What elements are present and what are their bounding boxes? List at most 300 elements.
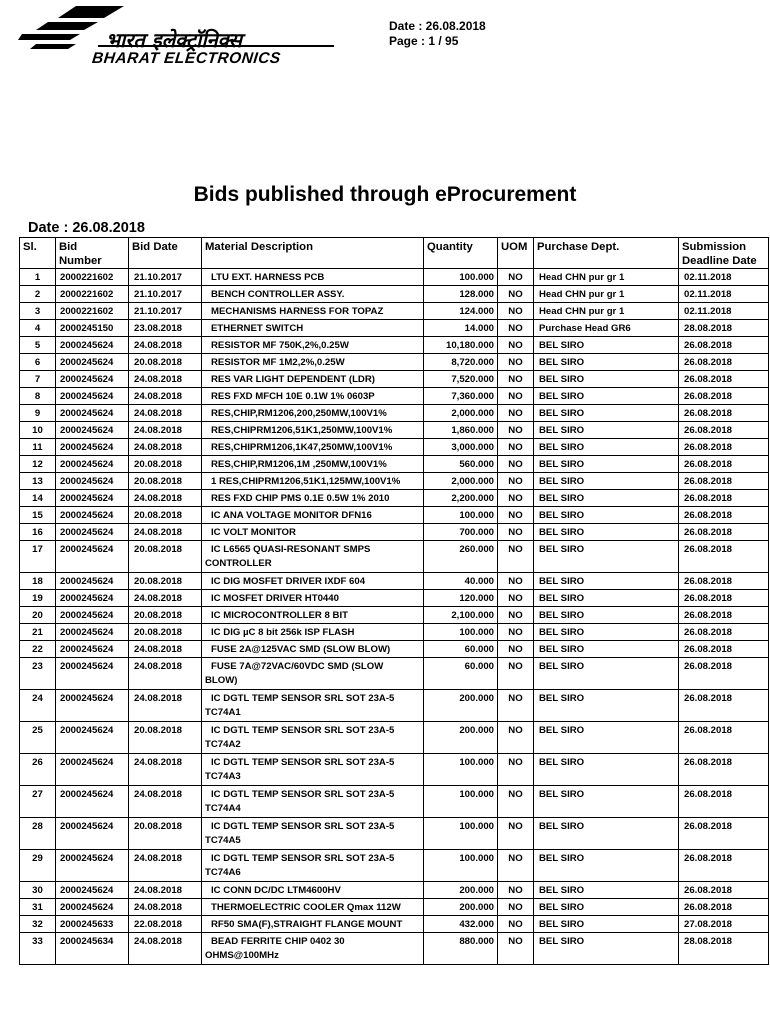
cell-sl: 32 xyxy=(20,916,56,933)
cell-deadline: 02.11.2018 xyxy=(679,303,769,320)
cell-uom: NO xyxy=(498,371,534,388)
material-line1: ETHERNET SWITCH xyxy=(211,323,304,334)
cell-deadline: 26.08.2018 xyxy=(679,507,769,524)
cell-deadline: 26.08.2018 xyxy=(679,754,769,786)
cell-bid-number: 2000245624 xyxy=(56,524,129,541)
cell-deadline: 26.08.2018 xyxy=(679,524,769,541)
cell-sl: 3 xyxy=(20,303,56,320)
cell-bid-number: 2000245624 xyxy=(56,456,129,473)
table-row xyxy=(20,303,769,320)
cell-sl: 10 xyxy=(20,422,56,439)
logo-hindi-text: भारत इलेक्ट्रॉनिक्स xyxy=(106,28,242,52)
cell-quantity: 7,520.000 xyxy=(424,371,498,388)
cell-uom: NO xyxy=(498,641,534,658)
cell-uom: NO xyxy=(498,607,534,624)
cell-uom: NO xyxy=(498,882,534,899)
cell-bid-date: 23.08.2018 xyxy=(129,320,202,337)
cell-deadline: 26.08.2018 xyxy=(679,405,769,422)
cell-uom: NO xyxy=(498,286,534,303)
col-bid-number-line1: Bid xyxy=(59,241,78,253)
table-row xyxy=(20,818,769,850)
cell-bid-number: 2000245624 xyxy=(56,490,129,507)
cell-uom: NO xyxy=(498,439,534,456)
cell-uom: NO xyxy=(498,405,534,422)
cell-bid-date: 24.08.2018 xyxy=(129,422,202,439)
cell-deadline: 26.08.2018 xyxy=(679,882,769,899)
cell-quantity: 100.000 xyxy=(424,507,498,524)
cell-material xyxy=(202,337,424,354)
cell-uom: NO xyxy=(498,899,534,916)
cell-dept: BEL SIRO xyxy=(534,388,679,405)
bids-table xyxy=(19,237,769,965)
cell-bid-date: 24.08.2018 xyxy=(129,524,202,541)
cell-deadline: 26.08.2018 xyxy=(679,690,769,722)
cell-material xyxy=(202,456,424,473)
cell-dept: BEL SIRO xyxy=(534,818,679,850)
cell-deadline: 28.08.2018 xyxy=(679,320,769,337)
cell-dept: BEL SIRO xyxy=(534,371,679,388)
cell-quantity: 2,200.000 xyxy=(424,490,498,507)
cell-quantity: 124.000 xyxy=(424,303,498,320)
table-row xyxy=(20,354,769,371)
table-row xyxy=(20,456,769,473)
cell-uom: NO xyxy=(498,722,534,754)
cell-quantity: 1,860.000 xyxy=(424,422,498,439)
cell-bid-number: 2000245624 xyxy=(56,422,129,439)
cell-deadline: 26.08.2018 xyxy=(679,818,769,850)
cell-quantity: 2,100.000 xyxy=(424,607,498,624)
cell-sl: 6 xyxy=(20,354,56,371)
cell-deadline: 26.08.2018 xyxy=(679,624,769,641)
cell-sl: 27 xyxy=(20,786,56,818)
cell-bid-date: 24.08.2018 xyxy=(129,899,202,916)
cell-dept: BEL SIRO xyxy=(534,690,679,722)
cell-bid-date: 20.08.2018 xyxy=(129,473,202,490)
cell-dept: BEL SIRO xyxy=(534,590,679,607)
table-row xyxy=(20,899,769,916)
cell-deadline: 26.08.2018 xyxy=(679,337,769,354)
cell-quantity: 880.000 xyxy=(424,933,498,965)
table-row xyxy=(20,524,769,541)
cell-dept: BEL SIRO xyxy=(534,573,679,590)
material-line1: 1 RES,CHIPRM1206,51K1,125MW,100V1% xyxy=(211,476,401,487)
cell-quantity: 10,180.000 xyxy=(424,337,498,354)
cell-material xyxy=(202,850,424,882)
material-line2: TC74A1 xyxy=(205,707,241,718)
material-line1: IC DIG µC 8 bit 256k ISP FLASH xyxy=(211,627,355,638)
table-row xyxy=(20,607,769,624)
cell-bid-date: 24.08.2018 xyxy=(129,690,202,722)
report-date: Date : 26.08.2018 xyxy=(28,220,145,236)
cell-dept: BEL SIRO xyxy=(534,933,679,965)
table-row xyxy=(20,439,769,456)
cell-dept: BEL SIRO xyxy=(534,337,679,354)
cell-bid-number: 2000245624 xyxy=(56,405,129,422)
cell-sl: 25 xyxy=(20,722,56,754)
cell-uom: NO xyxy=(498,573,534,590)
table-row xyxy=(20,286,769,303)
material-line1: RESISTOR MF 1M2,2%,0.25W xyxy=(211,357,345,368)
cell-sl: 16 xyxy=(20,524,56,541)
cell-bid-number: 2000245624 xyxy=(56,624,129,641)
material-line1: RES FXD CHIP PMS 0.1E 0.5W 1% 2010 xyxy=(211,493,390,504)
cell-uom: NO xyxy=(498,422,534,439)
cell-uom: NO xyxy=(498,658,534,690)
cell-sl: 9 xyxy=(20,405,56,422)
material-line1: RES,CHIPRM1206,51K1,250MW,100V1% xyxy=(211,425,393,436)
table-row xyxy=(20,641,769,658)
table-row xyxy=(20,573,769,590)
table-row xyxy=(20,388,769,405)
cell-quantity: 260.000 xyxy=(424,541,498,573)
table-row xyxy=(20,658,769,690)
cell-material xyxy=(202,354,424,371)
material-line1: RES,CHIPRM1206,1K47,250MW,100V1% xyxy=(211,442,393,453)
cell-bid-date: 21.10.2017 xyxy=(129,303,202,320)
cell-material xyxy=(202,371,424,388)
cell-sl: 33 xyxy=(20,933,56,965)
cell-dept: BEL SIRO xyxy=(534,405,679,422)
page-meta xyxy=(389,19,486,49)
cell-bid-date: 20.08.2018 xyxy=(129,541,202,573)
cell-quantity: 3,000.000 xyxy=(424,439,498,456)
material-line2: TC74A5 xyxy=(205,835,241,846)
cell-uom: NO xyxy=(498,388,534,405)
cell-sl: 24 xyxy=(20,690,56,722)
cell-deadline: 26.08.2018 xyxy=(679,456,769,473)
col-deadline-line2: Deadline Date xyxy=(682,255,757,267)
cell-sl: 28 xyxy=(20,818,56,850)
cell-deadline: 26.08.2018 xyxy=(679,641,769,658)
cell-material xyxy=(202,722,424,754)
logo-english-text: BHARAT ELECTRONICS xyxy=(91,50,282,67)
col-bid-number-line2: Number xyxy=(59,255,102,267)
cell-bid-number: 2000245624 xyxy=(56,354,129,371)
cell-quantity: 8,720.000 xyxy=(424,354,498,371)
cell-dept: Head CHN pur gr 1 xyxy=(534,286,679,303)
table-row xyxy=(20,473,769,490)
table-row xyxy=(20,405,769,422)
cell-material xyxy=(202,690,424,722)
table-row xyxy=(20,786,769,818)
cell-dept: BEL SIRO xyxy=(534,641,679,658)
cell-quantity: 120.000 xyxy=(424,590,498,607)
cell-bid-number: 2000221602 xyxy=(56,286,129,303)
cell-deadline: 26.08.2018 xyxy=(679,607,769,624)
cell-deadline: 26.08.2018 xyxy=(679,388,769,405)
cell-quantity: 100.000 xyxy=(424,624,498,641)
cell-bid-date: 24.08.2018 xyxy=(129,786,202,818)
table-header-row xyxy=(20,238,769,269)
cell-bid-date: 24.08.2018 xyxy=(129,490,202,507)
cell-material xyxy=(202,607,424,624)
material-line2: CONTROLLER xyxy=(205,558,272,569)
cell-sl: 18 xyxy=(20,573,56,590)
cell-bid-number: 2000245624 xyxy=(56,439,129,456)
cell-quantity: 560.000 xyxy=(424,456,498,473)
cell-uom: NO xyxy=(498,541,534,573)
cell-deadline: 02.11.2018 xyxy=(679,269,769,286)
cell-deadline: 26.08.2018 xyxy=(679,371,769,388)
cell-bid-number: 2000221602 xyxy=(56,269,129,286)
cell-bid-date: 20.08.2018 xyxy=(129,456,202,473)
material-line1: IC VOLT MONITOR xyxy=(211,527,296,538)
material-line1: IC DGTL TEMP SENSOR SRL SOT 23A-5 xyxy=(211,757,395,768)
cell-sl: 26 xyxy=(20,754,56,786)
cell-uom: NO xyxy=(498,524,534,541)
cell-bid-number: 2000245624 xyxy=(56,754,129,786)
cell-bid-date: 24.08.2018 xyxy=(129,754,202,786)
cell-deadline: 27.08.2018 xyxy=(679,916,769,933)
cell-dept: BEL SIRO xyxy=(534,354,679,371)
cell-material xyxy=(202,320,424,337)
cell-bid-number: 2000245624 xyxy=(56,722,129,754)
cell-bid-date: 20.08.2018 xyxy=(129,722,202,754)
cell-bid-number: 2000245624 xyxy=(56,507,129,524)
cell-uom: NO xyxy=(498,754,534,786)
cell-quantity: 128.000 xyxy=(424,286,498,303)
cell-uom: NO xyxy=(498,507,534,524)
table-row xyxy=(20,541,769,573)
table-row xyxy=(20,933,769,965)
cell-uom: NO xyxy=(498,690,534,722)
col-bid-date: Bid Date xyxy=(129,238,202,269)
cell-bid-date: 20.08.2018 xyxy=(129,507,202,524)
cell-quantity: 700.000 xyxy=(424,524,498,541)
material-line1: MECHANISMS HARNESS FOR TOPAZ xyxy=(211,306,384,317)
table-row xyxy=(20,490,769,507)
cell-quantity: 60.000 xyxy=(424,641,498,658)
material-line1: RES FXD MFCH 10E 0.1W 1% 0603P xyxy=(211,391,375,402)
cell-uom: NO xyxy=(498,624,534,641)
cell-sl: 13 xyxy=(20,473,56,490)
material-line1: LTU EXT. HARNESS PCB xyxy=(211,272,325,283)
cell-quantity: 14.000 xyxy=(424,320,498,337)
cell-deadline: 02.11.2018 xyxy=(679,286,769,303)
bel-logo xyxy=(18,4,336,70)
cell-dept: BEL SIRO xyxy=(534,473,679,490)
cell-material xyxy=(202,507,424,524)
col-material: Material Description xyxy=(202,238,424,269)
cell-deadline: 26.08.2018 xyxy=(679,473,769,490)
cell-bid-date: 24.08.2018 xyxy=(129,590,202,607)
material-line1: IC DGTL TEMP SENSOR SRL SOT 23A-5 xyxy=(211,853,395,864)
table-row xyxy=(20,850,769,882)
table-row xyxy=(20,624,769,641)
cell-dept: Head CHN pur gr 1 xyxy=(534,303,679,320)
material-line1: FUSE 7A@72VAC/60VDC SMD (SLOW xyxy=(211,661,384,672)
cell-material xyxy=(202,818,424,850)
cell-bid-number: 2000245624 xyxy=(56,371,129,388)
cell-sl: 22 xyxy=(20,641,56,658)
cell-uom: NO xyxy=(498,337,534,354)
cell-bid-number: 2000245624 xyxy=(56,337,129,354)
cell-sl: 8 xyxy=(20,388,56,405)
material-line1: RES,CHIP,RM1206,200,250MW,100V1% xyxy=(211,408,387,419)
col-quantity: Quantity xyxy=(424,238,498,269)
material-line1: IC L6565 QUASI-RESONANT SMPS xyxy=(211,544,371,555)
table-row xyxy=(20,690,769,722)
cell-dept: BEL SIRO xyxy=(534,524,679,541)
cell-dept: BEL SIRO xyxy=(534,916,679,933)
material-line1: RES VAR LIGHT DEPENDENT (LDR) xyxy=(211,374,375,385)
cell-dept: BEL SIRO xyxy=(534,490,679,507)
print-date: Date : 26.08.2018 xyxy=(389,19,486,33)
material-line1: BENCH CONTROLLER ASSY. xyxy=(211,289,345,300)
cell-dept: BEL SIRO xyxy=(534,439,679,456)
cell-dept: Head CHN pur gr 1 xyxy=(534,269,679,286)
material-line1: RES,CHIP,RM1206,1M ,250MW,100V1% xyxy=(211,459,387,470)
cell-material xyxy=(202,405,424,422)
cell-dept: BEL SIRO xyxy=(534,658,679,690)
cell-bid-number: 2000245624 xyxy=(56,573,129,590)
page-title: Bids published through eProcurement xyxy=(193,183,577,206)
cell-bid-date: 22.08.2018 xyxy=(129,916,202,933)
material-line1: IC DGTL TEMP SENSOR SRL SOT 23A-5 xyxy=(211,725,395,736)
cell-material xyxy=(202,269,424,286)
cell-quantity: 60.000 xyxy=(424,658,498,690)
cell-bid-date: 20.08.2018 xyxy=(129,624,202,641)
cell-sl: 15 xyxy=(20,507,56,524)
material-line1: IC DGTL TEMP SENSOR SRL SOT 23A-5 xyxy=(211,693,395,704)
cell-dept: BEL SIRO xyxy=(534,786,679,818)
cell-sl: 31 xyxy=(20,899,56,916)
cell-uom: NO xyxy=(498,818,534,850)
cell-sl: 17 xyxy=(20,541,56,573)
material-line1: IC ANA VOLTAGE MONITOR DFN16 xyxy=(211,510,372,521)
cell-material xyxy=(202,641,424,658)
cell-sl: 30 xyxy=(20,882,56,899)
cell-deadline: 28.08.2018 xyxy=(679,933,769,965)
cell-dept: Purchase Head GR6 xyxy=(534,320,679,337)
material-line2: TC74A2 xyxy=(205,739,241,750)
material-line1: IC DIG MOSFET DRIVER IXDF 604 xyxy=(211,576,366,587)
cell-material xyxy=(202,388,424,405)
col-sl: Sl. xyxy=(20,238,56,269)
cell-quantity: 200.000 xyxy=(424,690,498,722)
cell-sl: 14 xyxy=(20,490,56,507)
cell-bid-date: 21.10.2017 xyxy=(129,286,202,303)
col-dept: Purchase Dept. xyxy=(534,238,679,269)
cell-uom: NO xyxy=(498,786,534,818)
cell-material xyxy=(202,933,424,965)
cell-dept: BEL SIRO xyxy=(534,882,679,899)
cell-bid-number: 2000245624 xyxy=(56,473,129,490)
cell-sl: 4 xyxy=(20,320,56,337)
cell-uom: NO xyxy=(498,473,534,490)
cell-material xyxy=(202,490,424,507)
cell-uom: NO xyxy=(498,354,534,371)
cell-bid-number: 2000245624 xyxy=(56,388,129,405)
cell-uom: NO xyxy=(498,320,534,337)
cell-quantity: 100.000 xyxy=(424,269,498,286)
cell-uom: NO xyxy=(498,590,534,607)
cell-bid-number: 2000245624 xyxy=(56,899,129,916)
cell-material xyxy=(202,882,424,899)
page-number: Page : 1 / 95 xyxy=(389,34,459,48)
table-row xyxy=(20,320,769,337)
cell-deadline: 26.08.2018 xyxy=(679,354,769,371)
cell-sl: 7 xyxy=(20,371,56,388)
material-line1: IC MICROCONTROLLER 8 BIT xyxy=(211,610,348,621)
cell-deadline: 26.08.2018 xyxy=(679,422,769,439)
cell-uom: NO xyxy=(498,916,534,933)
cell-dept: BEL SIRO xyxy=(534,607,679,624)
material-line1: IC DGTL TEMP SENSOR SRL SOT 23A-5 xyxy=(211,821,395,832)
cell-dept: BEL SIRO xyxy=(534,899,679,916)
cell-dept: BEL SIRO xyxy=(534,422,679,439)
material-line1: FUSE 2A@125VAC SMD (SLOW BLOW) xyxy=(211,644,391,655)
cell-deadline: 26.08.2018 xyxy=(679,573,769,590)
cell-bid-number: 2000245624 xyxy=(56,690,129,722)
cell-uom: NO xyxy=(498,933,534,965)
cell-bid-date: 20.08.2018 xyxy=(129,354,202,371)
cell-bid-number: 2000245150 xyxy=(56,320,129,337)
cell-bid-date: 21.10.2017 xyxy=(129,269,202,286)
cell-bid-number: 2000245624 xyxy=(56,850,129,882)
col-bid-number xyxy=(56,238,129,269)
cell-bid-date: 24.08.2018 xyxy=(129,658,202,690)
cell-quantity: 100.000 xyxy=(424,754,498,786)
cell-bid-number: 2000245624 xyxy=(56,882,129,899)
table-row xyxy=(20,754,769,786)
table-row xyxy=(20,422,769,439)
material-line1: RF50 SMA(F),STRAIGHT FLANGE MOUNT xyxy=(211,919,403,930)
cell-bid-number: 2000245634 xyxy=(56,933,129,965)
cell-material xyxy=(202,541,424,573)
material-line1: BEAD FERRITE CHIP 0402 30 xyxy=(211,936,345,947)
cell-dept: BEL SIRO xyxy=(534,507,679,524)
cell-bid-number: 2000245624 xyxy=(56,541,129,573)
cell-material xyxy=(202,422,424,439)
cell-bid-date: 20.08.2018 xyxy=(129,818,202,850)
cell-quantity: 7,360.000 xyxy=(424,388,498,405)
cell-quantity: 200.000 xyxy=(424,899,498,916)
cell-material xyxy=(202,624,424,641)
cell-bid-date: 24.08.2018 xyxy=(129,850,202,882)
table-row xyxy=(20,882,769,899)
cell-quantity: 200.000 xyxy=(424,882,498,899)
cell-sl: 29 xyxy=(20,850,56,882)
cell-material xyxy=(202,786,424,818)
cell-uom: NO xyxy=(498,456,534,473)
cell-sl: 12 xyxy=(20,456,56,473)
table-row xyxy=(20,371,769,388)
cell-bid-date: 24.08.2018 xyxy=(129,933,202,965)
cell-quantity: 432.000 xyxy=(424,916,498,933)
cell-deadline: 26.08.2018 xyxy=(679,590,769,607)
table-row xyxy=(20,337,769,354)
cell-bid-number: 2000245624 xyxy=(56,607,129,624)
cell-sl: 2 xyxy=(20,286,56,303)
cell-dept: BEL SIRO xyxy=(534,624,679,641)
cell-material xyxy=(202,524,424,541)
material-line1: IC MOSFET DRIVER HT0440 xyxy=(211,593,339,604)
cell-bid-number: 2000245624 xyxy=(56,590,129,607)
cell-material xyxy=(202,473,424,490)
cell-deadline: 26.08.2018 xyxy=(679,658,769,690)
col-uom: UOM xyxy=(498,238,534,269)
cell-deadline: 26.08.2018 xyxy=(679,722,769,754)
cell-material xyxy=(202,658,424,690)
cell-quantity: 100.000 xyxy=(424,786,498,818)
material-line1: RESISTOR MF 750K,2%,0.25W xyxy=(211,340,349,351)
cell-sl: 19 xyxy=(20,590,56,607)
cell-uom: NO xyxy=(498,490,534,507)
cell-bid-number: 2000245624 xyxy=(56,641,129,658)
cell-dept: BEL SIRO xyxy=(534,456,679,473)
material-line2: TC74A4 xyxy=(205,803,241,814)
